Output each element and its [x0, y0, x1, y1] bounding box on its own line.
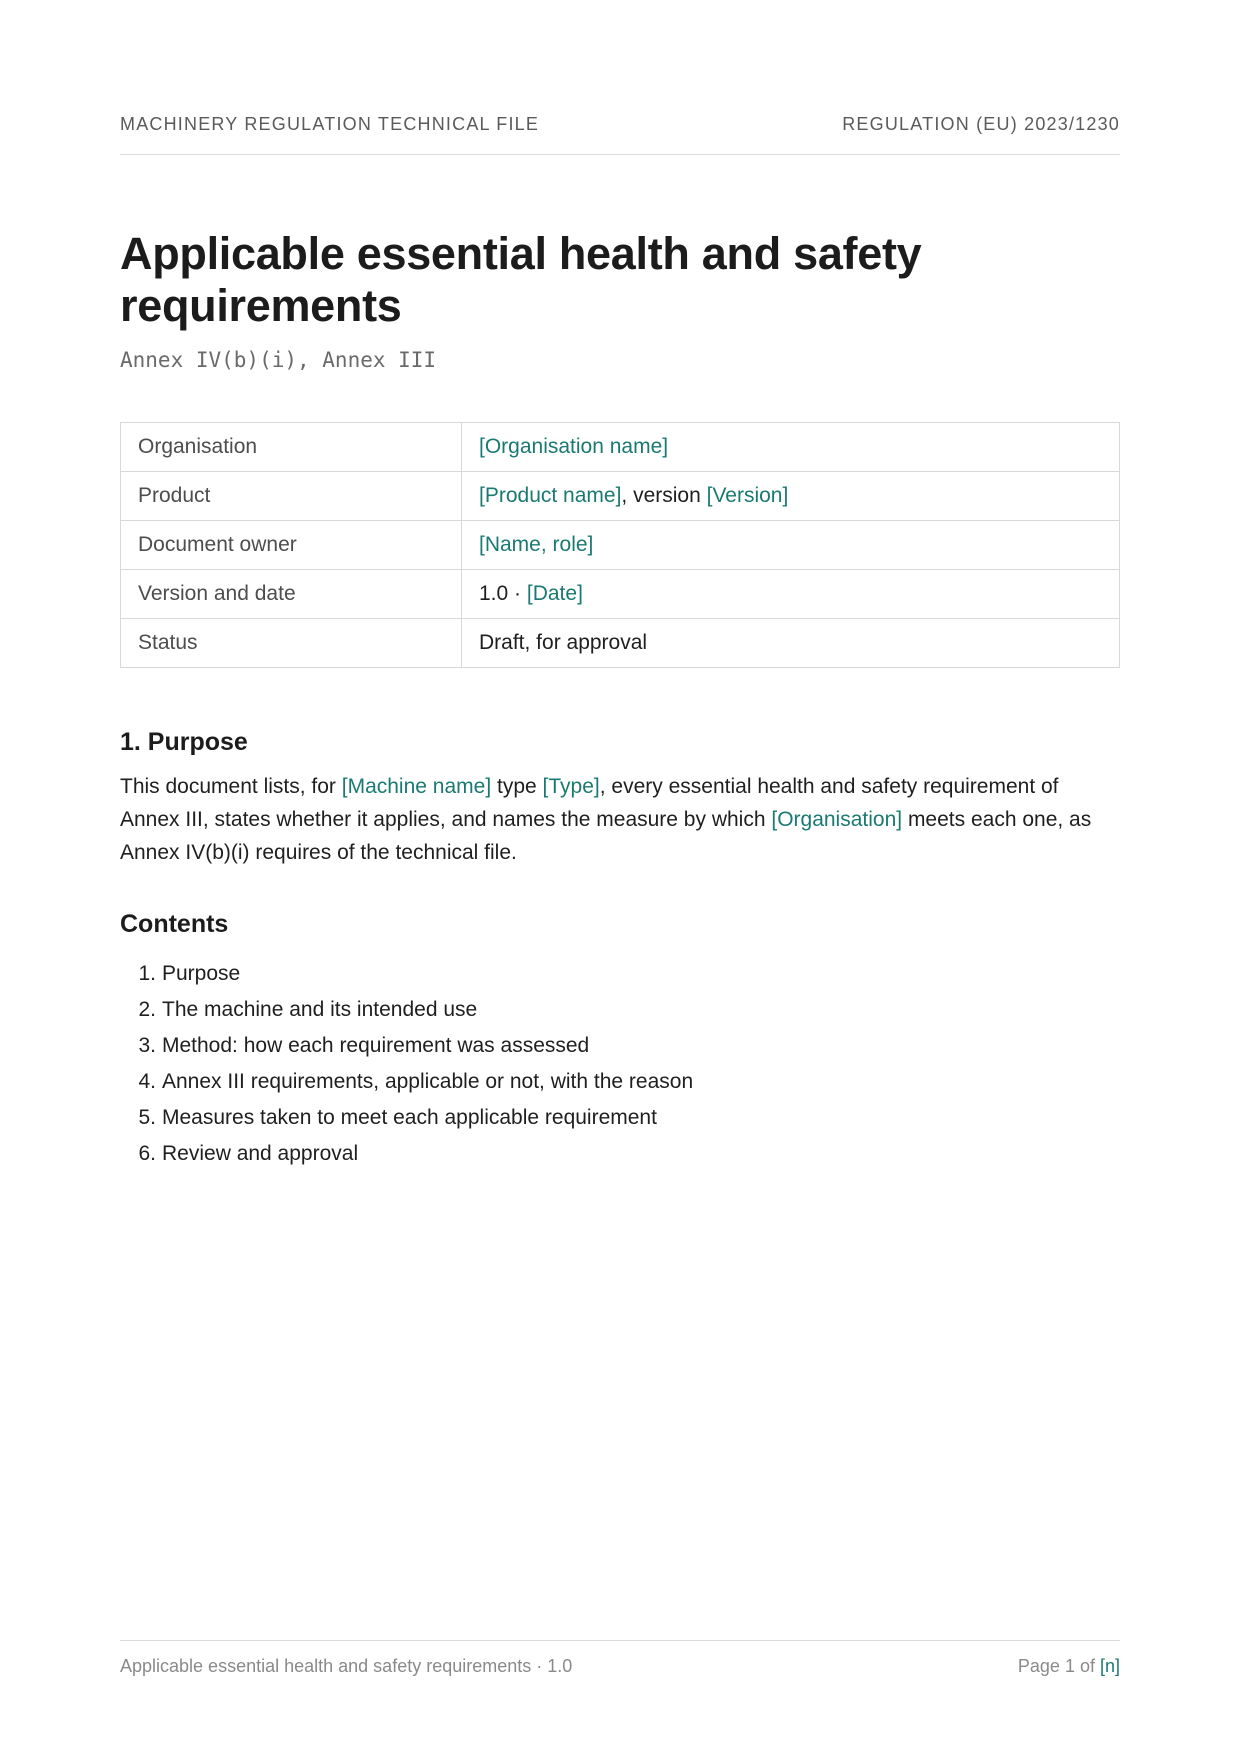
meta-label: Status — [121, 619, 462, 668]
meta-value — [462, 570, 1120, 619]
header-divider — [120, 154, 1120, 155]
purpose-paragraph — [120, 770, 1120, 869]
contents-item-label: Review and approval — [162, 1142, 359, 1165]
footer-document-name: Applicable essential health and safety requirements · 1.0 — [120, 1656, 573, 1676]
meta-row-version-date — [121, 570, 1120, 619]
page-number — [1018, 1654, 1120, 1678]
contents-item-label: Annex III requirements, applicable or not, with the reason — [162, 1070, 694, 1093]
page-prefix: Page 1 of — [1017, 1656, 1100, 1676]
contents-item[interactable] — [120, 992, 693, 1028]
product-connector: , version — [621, 484, 707, 507]
purpose-text-3: , every essential health and safety requirement of Annex III, states whether it applies, and names the measure by which — [120, 775, 1059, 831]
version-number: 1.0 — [479, 582, 509, 605]
contents-item[interactable] — [120, 1136, 693, 1172]
meta-row-owner — [121, 521, 1120, 570]
page-total-placeholder: [n] — [1099, 1656, 1120, 1676]
status-value: Draft, for approval — [462, 619, 1120, 668]
contents-item-label: Purpose — [162, 962, 241, 985]
product-version-placeholder: [Version] — [706, 484, 789, 507]
purpose-text-1: This document lists, for — [120, 775, 342, 798]
contents-item-number: 5. — [138, 1106, 156, 1129]
meta-value — [462, 423, 1120, 472]
meta-label: Organisation — [121, 423, 462, 472]
header-regulation: REGULATION (EU) 2023/1230 — [842, 114, 1120, 134]
contents-item-number: 6. — [138, 1142, 156, 1165]
purpose-heading: 1. Purpose — [120, 728, 248, 756]
contents-item[interactable] — [120, 1064, 693, 1100]
running-header — [120, 112, 1120, 136]
contents-item[interactable] — [120, 956, 693, 992]
version-separator: · — [508, 582, 527, 605]
meta-label: Document owner — [121, 521, 462, 570]
meta-row-organisation — [121, 423, 1120, 472]
contents-item[interactable] — [120, 1028, 693, 1064]
meta-value — [462, 521, 1120, 570]
contents-item-label: Method: how each requirement was assessed — [162, 1034, 590, 1057]
machine-name-placeholder: [Machine name] — [341, 775, 492, 798]
purpose-text-4: meets each one, as Annex IV(b)(i) requires of the technical file. — [120, 808, 1092, 864]
purpose-text-2: type — [491, 775, 543, 798]
running-footer — [120, 1654, 1120, 1678]
organisation-placeholder: [Organisation name] — [479, 435, 669, 458]
document-title: Applicable essential health and safety requirements — [120, 228, 922, 331]
header-file-type: MACHINERY REGULATION TECHNICAL FILE — [120, 114, 540, 134]
contents-heading: Contents — [120, 910, 229, 938]
owner-placeholder: [Name, role] — [479, 533, 594, 556]
organisation-ref-placeholder: [Organisation] — [771, 808, 903, 831]
date-placeholder: [Date] — [526, 582, 583, 605]
footer-divider — [120, 1640, 1120, 1641]
product-name-placeholder: [Product name] — [479, 484, 622, 507]
contents-item-label: Measures taken to meet each applicable requirement — [162, 1106, 657, 1129]
document-page — [120, 0, 1120, 1754]
machine-type-placeholder: [Type] — [542, 775, 600, 798]
contents-item-number: 1. — [138, 962, 156, 985]
document-subtitle: Annex IV(b)(i), Annex III — [120, 348, 437, 372]
meta-value — [462, 472, 1120, 521]
contents-item-number: 4. — [138, 1070, 156, 1093]
meta-label: Version and date — [121, 570, 462, 619]
document-meta-table — [120, 422, 1120, 668]
meta-row-product — [121, 472, 1120, 521]
meta-row-status — [121, 619, 1120, 668]
meta-label: Product — [121, 472, 462, 521]
contents-item-number: 2. — [138, 998, 156, 1021]
contents-item-number: 3. — [138, 1034, 156, 1057]
contents-list — [120, 956, 693, 1172]
contents-item-label: The machine and its intended use — [162, 998, 478, 1021]
contents-item[interactable] — [120, 1100, 693, 1136]
